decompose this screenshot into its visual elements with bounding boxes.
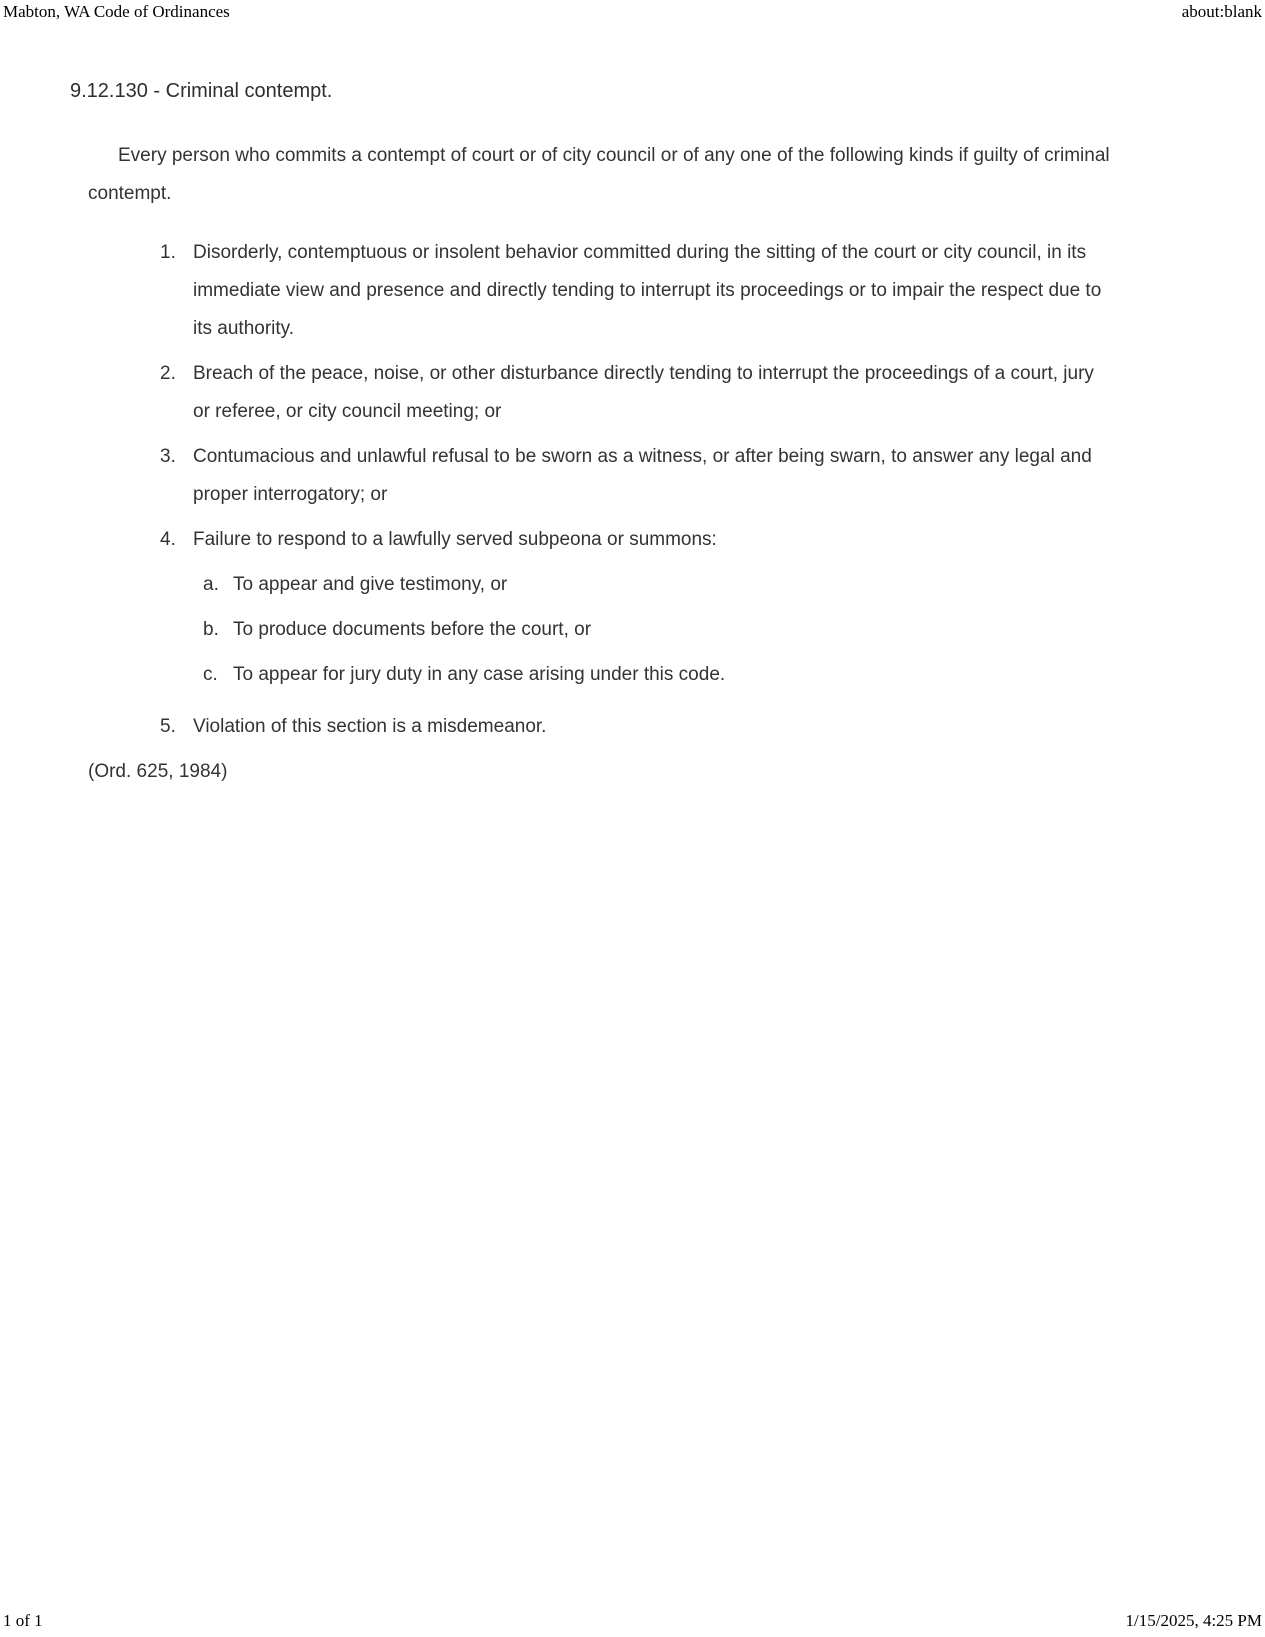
header-url: about:blank — [1181, 2, 1262, 21]
print-footer — [3, 1611, 1262, 1631]
list-item-text: Violation of this section is a misdemeanor. — [193, 716, 547, 737]
footer-page-number: 1 of 1 — [3, 1611, 43, 1630]
sub-list-item-marker: b. — [203, 619, 219, 640]
list-item-text: Breach of the peace, noise, or other disturbance directly tending to interrupt the proceedings of a court, jury or referee, or city council meeting; or — [193, 363, 1094, 422]
list-item-marker: 2. — [160, 363, 176, 384]
sub-list-item — [203, 656, 1110, 694]
list-item — [160, 521, 1145, 701]
list-item — [160, 234, 1145, 348]
sub-list-item-text: To appear for jury duty in any case arising under this code. — [233, 664, 726, 685]
list-item-marker: 1. — [160, 242, 176, 263]
sub-list-item-text: To produce documents before the court, or — [233, 619, 592, 640]
header-document-title: Mabton, WA Code of Ordinances — [3, 2, 230, 21]
ordinance-content — [70, 78, 1145, 791]
footer-timestamp: 1/15/2025, 4:25 PM — [1125, 1611, 1262, 1630]
list-item — [160, 355, 1145, 431]
sub-list-item — [203, 611, 1110, 649]
list-item-marker: 4. — [160, 529, 176, 550]
sub-list-item — [203, 566, 1110, 604]
list-item-text: Contumacious and unlawful refusal to be sworn as a witness, or after being swarn, to answer any legal and proper interrogatory; or — [193, 446, 1092, 505]
sub-list-item-marker: c. — [203, 664, 218, 685]
list-item-lead-text: Failure to respond to a lawfully served subpeona or summons: — [193, 529, 717, 550]
list-item-text: Disorderly, contemptuous or insolent behavior committed during the sitting of the court or city council, in its immediate view and presence and directly tending to interrupt its proceedings or to impair the respect due to its authority. — [193, 242, 1102, 339]
list-item-marker: 3. — [160, 446, 176, 467]
sub-list-item-marker: a. — [203, 574, 219, 595]
sub-list-item-text: To appear and give testimony, or — [233, 574, 508, 595]
list-item-text — [193, 521, 1110, 701]
ordinance-citation: (Ord. 625, 1984) — [88, 761, 228, 782]
print-header — [3, 2, 1262, 22]
intro-paragraph: Every person who commits a contempt of court or of city council or of any one of the following kinds if guilty of criminal contempt. — [88, 145, 1110, 204]
list-item — [160, 708, 1145, 746]
list-item — [160, 438, 1145, 514]
section-heading: 9.12.130 - Criminal contempt. — [70, 80, 333, 102]
list-item-marker: 5. — [160, 716, 176, 737]
ordered-list — [160, 234, 1145, 746]
sub-list — [203, 566, 1110, 694]
